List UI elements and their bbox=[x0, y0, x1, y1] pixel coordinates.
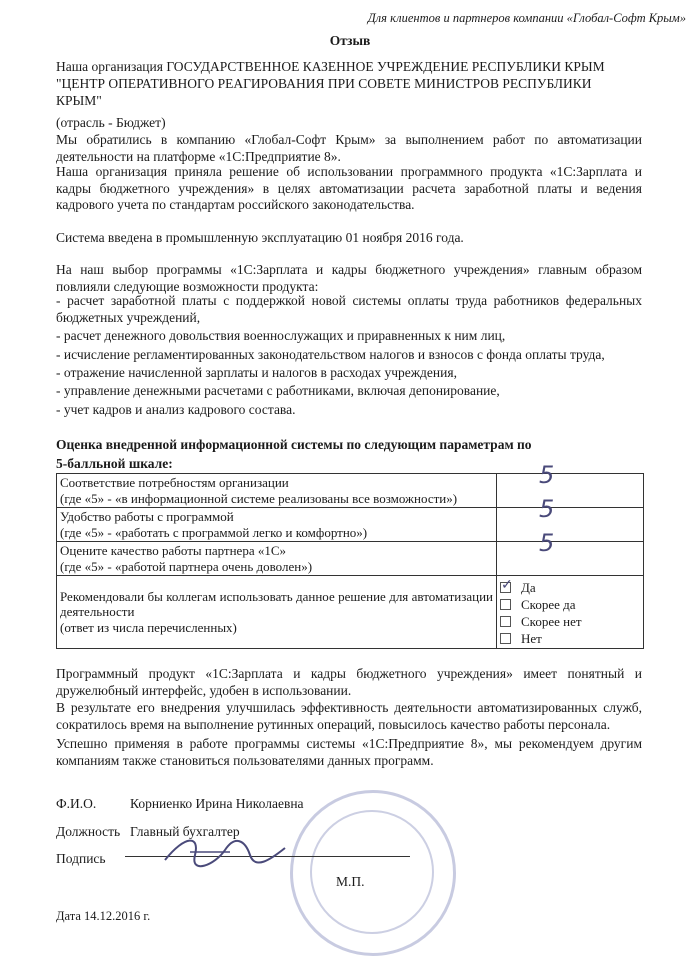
question-cell bbox=[57, 508, 497, 542]
paragraph-1: Мы обратились в компанию «Глобал-Софт Крым» за выполнением работ по автоматизации деятельности на платформе «1С:Предприятие 8». bbox=[56, 132, 642, 164]
fio-value: Корниенко Ирина Николаевна bbox=[130, 796, 304, 811]
score-cell[interactable] bbox=[497, 495, 644, 542]
handwritten-score: 5 bbox=[539, 495, 555, 523]
question-note: (где «5» - «в информационной системе реализованы все возможности») bbox=[60, 490, 458, 506]
fio-label: Ф.И.О. bbox=[56, 796, 97, 811]
signature-label: Подпись bbox=[56, 851, 106, 866]
paragraph-5: Программный продукт «1С:Зарплата и кадры бюджетного учреждения» имеет понятный и дружелюбный интерфейс, удобен в использовании. bbox=[56, 666, 642, 698]
paragraph-4: На наш выбор программы «1С:Зарплата и кадры бюджетного учреждения» главным образом повлияли следующие возможности продукта: bbox=[56, 262, 642, 294]
paragraph-3: Система введена в промышленную эксплуатацию 01 ноября 2016 года. bbox=[56, 230, 464, 245]
option-yes[interactable] bbox=[500, 579, 640, 596]
table-row bbox=[57, 542, 644, 576]
recommend-question: Рекомендовали бы коллегам использовать данное решение для автоматизации деятельности bbox=[60, 588, 493, 620]
eval-heading-line-1: Оценка внедренной информационной системы по следующим параметрам по bbox=[56, 437, 532, 452]
org-sector: (отрасль - Бюджет) bbox=[56, 115, 166, 130]
handwritten-score: 5 bbox=[539, 529, 555, 557]
option-label: Скорее да bbox=[521, 597, 576, 612]
header-tagline: Для клиентов и партнеров компании «Глобал-Софт Крым» bbox=[367, 11, 686, 25]
document-title: Отзыв bbox=[329, 33, 371, 48]
feature-item: - расчет заработной платы с поддержкой новой системы оплаты труда работников федеральных бюджетных учреждений, bbox=[56, 293, 642, 325]
feature-item: - учет кадров и анализ кадрового состава. bbox=[56, 402, 296, 417]
seal-label: М.П. bbox=[336, 874, 365, 889]
option-label: Нет bbox=[521, 631, 542, 646]
org-line-1: Наша организация ГОСУДАРСТВЕННОЕ КАЗЕННОЕ УЧРЕЖДЕНИЕ РЕСПУБЛИКИ КРЫМ bbox=[56, 59, 605, 74]
question-note: (где «5» - «работой партнера очень доволен») bbox=[60, 558, 313, 574]
question-note: (где «5» - «работать с программой легко и комфортно») bbox=[60, 524, 368, 540]
paragraph-6: В результате его внедрения улучшилась эффективность деятельности автоматизированных служб, сократилось время на выполнение рутинных операций, повысилось качество работы персонала. bbox=[56, 700, 642, 732]
options-list bbox=[500, 577, 640, 647]
question-title: Оцените качество работы партнера «1С» bbox=[60, 543, 287, 558]
option-label: Да bbox=[521, 580, 536, 595]
org-line-3: КРЫМ" bbox=[56, 93, 102, 108]
option-label: Скорее нет bbox=[521, 614, 582, 629]
question-title: Удобство работы с программой bbox=[60, 509, 234, 524]
checkbox-icon[interactable] bbox=[500, 582, 511, 593]
option-rather-no[interactable] bbox=[500, 613, 640, 630]
checkbox-icon[interactable] bbox=[500, 616, 511, 627]
table-row bbox=[57, 508, 644, 542]
score-cell[interactable] bbox=[497, 529, 644, 576]
option-no[interactable] bbox=[500, 630, 640, 647]
table-row bbox=[57, 576, 644, 649]
checkbox-icon[interactable] bbox=[500, 599, 511, 610]
paragraph-2: Наша организация приняла решение об использовании программного продукта «1С:Зарплата и кадры бюджетного учреждения» в целях автоматизации расчета заработной платы и ведения кадрового учета по стандартам российского законодательства. bbox=[56, 164, 642, 212]
feature-item: - отражение начисленной зарплаты и налогов в расходах учреждения, bbox=[56, 365, 457, 380]
position-label: Должность bbox=[56, 824, 121, 839]
question-cell bbox=[57, 576, 497, 649]
seal-inner-ring bbox=[310, 810, 434, 934]
feature-item: - расчет денежного довольствия военнослужащих и приравненных к ним лиц, bbox=[56, 328, 506, 343]
question-cell bbox=[57, 474, 497, 508]
signature-icon bbox=[160, 830, 290, 870]
eval-heading-line-2: 5-балльной шкале: bbox=[56, 456, 173, 471]
option-rather-yes[interactable] bbox=[500, 596, 640, 613]
recommend-note: (ответ из числа перечисленных) bbox=[60, 619, 237, 635]
question-title: Соответствие потребностям организации bbox=[60, 475, 289, 490]
paragraph-7: Успешно применяя в работе программы системы «1С:Предприятие 8», мы рекомендуем другим компаниям также становиться пользователями данных программ. bbox=[56, 736, 642, 768]
table-row bbox=[57, 474, 644, 508]
checkbox-icon[interactable] bbox=[500, 633, 511, 644]
org-line-2: "ЦЕНТР ОПЕРАТИВНОГО РЕАГИРОВАНИЯ ПРИ СОВЕТЕ МИНИСТРОВ РЕСПУБЛИКИ bbox=[56, 76, 592, 91]
feature-item: - исчисление регламентированных законодательством налогов и взносов с фонда оплаты труда, bbox=[56, 347, 605, 362]
date: Дата 14.12.2016 г. bbox=[56, 909, 151, 923]
feature-item: - управление денежными расчетами с работниками, включая депонирование, bbox=[56, 383, 500, 398]
score-cell[interactable] bbox=[497, 461, 644, 508]
position-value: Главный бухгалтер bbox=[130, 824, 240, 839]
question-cell bbox=[57, 542, 497, 576]
options-cell bbox=[497, 576, 644, 649]
handwritten-score: 5 bbox=[539, 461, 555, 489]
